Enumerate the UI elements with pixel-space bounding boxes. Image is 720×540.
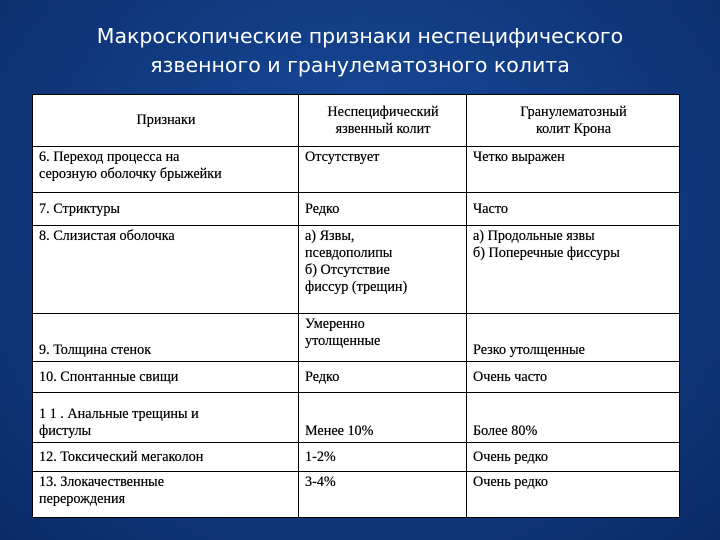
table-row bbox=[33, 226, 680, 314]
crohn-cell bbox=[467, 193, 680, 226]
nuc-text: 1-2% bbox=[305, 448, 336, 465]
crohn-cell bbox=[467, 147, 680, 193]
nuc-cell bbox=[299, 443, 467, 472]
crohn-text: Более 80% bbox=[473, 423, 538, 439]
nuc-text: Редко bbox=[305, 368, 340, 385]
table-row bbox=[33, 362, 680, 393]
crohn-text: Часто bbox=[473, 200, 508, 217]
crohn-text: а) Продольные язвы bbox=[473, 228, 595, 244]
crohn-cell bbox=[467, 393, 680, 443]
slide-title-line-2: язвенного и гранулематозного колита bbox=[150, 53, 570, 77]
comparison-table bbox=[32, 94, 680, 518]
feature-text: серозную оболочку брыжейки bbox=[39, 166, 222, 182]
feature-text: 9. Толщина стенок bbox=[39, 342, 152, 358]
nuc-text: псевдополипы bbox=[305, 245, 393, 261]
nuc-cell bbox=[299, 362, 467, 393]
crohn-text: Очень часто bbox=[473, 368, 548, 385]
feature-cell bbox=[33, 193, 299, 226]
nuc-cell bbox=[299, 472, 467, 518]
header-features bbox=[33, 95, 299, 147]
feature-cell bbox=[33, 472, 299, 518]
crohn-cell bbox=[467, 472, 680, 518]
nuc-text: Менее 10% bbox=[305, 423, 374, 439]
nuc-text: а) Язвы, bbox=[305, 228, 355, 244]
crohn-text: Очень редко bbox=[473, 474, 548, 490]
header-crohn-line-1: Гранулематозный bbox=[520, 103, 627, 120]
nuc-text: б) Отсутствие bbox=[305, 262, 390, 278]
slide-title bbox=[30, 22, 690, 80]
nuc-text: утолщенные bbox=[305, 333, 381, 349]
feature-text: перерождения bbox=[39, 491, 126, 507]
header-crohn-colitis bbox=[467, 95, 680, 147]
crohn-cell bbox=[467, 362, 680, 393]
nuc-cell bbox=[299, 393, 467, 443]
nuc-cell bbox=[299, 193, 467, 226]
feature-text: 7. Стриктуры bbox=[39, 200, 120, 217]
crohn-cell bbox=[467, 314, 680, 362]
nuc-text: фиссур (трещин) bbox=[305, 279, 408, 295]
crohn-text: Четко выражен bbox=[473, 149, 565, 165]
feature-cell bbox=[33, 362, 299, 393]
crohn-cell bbox=[467, 226, 680, 314]
crohn-cell bbox=[467, 443, 680, 472]
table-row bbox=[33, 472, 680, 518]
feature-cell bbox=[33, 314, 299, 362]
feature-cell bbox=[33, 393, 299, 443]
crohn-text: б) Поперечные фиссуры bbox=[473, 245, 620, 261]
header-features-line: Признаки bbox=[136, 112, 196, 128]
feature-text: 13. Злокачественные bbox=[39, 474, 164, 490]
feature-text: 1 1 . Анальные трещины и bbox=[39, 406, 199, 422]
nuc-cell bbox=[299, 314, 467, 362]
feature-text: 10. Спонтанные свищи bbox=[39, 368, 179, 385]
feature-text: фистулы bbox=[39, 423, 92, 439]
nuc-text: Редко bbox=[305, 200, 340, 217]
header-row bbox=[33, 95, 680, 147]
header-nuc-line-2: язвенный колит bbox=[335, 120, 431, 137]
header-crohn-line-2: колит Крона bbox=[535, 120, 612, 137]
table-row bbox=[33, 147, 680, 193]
table-row bbox=[33, 193, 680, 226]
feature-cell bbox=[33, 226, 299, 314]
feature-text: 12. Токсический мегаколон bbox=[39, 448, 204, 465]
table-row bbox=[33, 393, 680, 443]
nuc-cell bbox=[299, 147, 467, 193]
header-nonspecific-colitis bbox=[299, 95, 467, 147]
table-row bbox=[33, 314, 680, 362]
feature-text: 6. Переход процесса на bbox=[39, 149, 180, 165]
crohn-text: Резко утолщенные bbox=[473, 342, 585, 358]
nuc-text: Отсутствует bbox=[305, 149, 380, 165]
slide-title-line-1: Макроскопические признаки неспецифического bbox=[96, 24, 624, 48]
feature-cell bbox=[33, 147, 299, 193]
table-row bbox=[33, 443, 680, 472]
nuc-text: 3-4% bbox=[305, 474, 336, 490]
feature-text: 8. Слизистая оболочка bbox=[39, 228, 175, 244]
nuc-text: Умеренно bbox=[305, 316, 365, 332]
header-nuc-line-1: Неспецифический bbox=[327, 103, 439, 120]
nuc-cell bbox=[299, 226, 467, 314]
crohn-text: Очень редко bbox=[473, 448, 548, 465]
feature-cell bbox=[33, 443, 299, 472]
